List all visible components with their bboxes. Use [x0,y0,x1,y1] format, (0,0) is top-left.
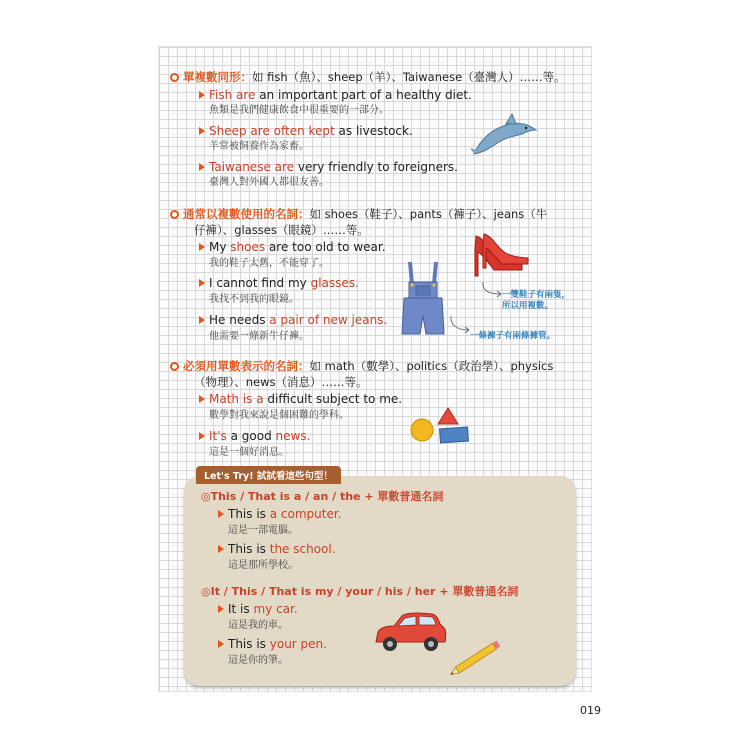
pattern-2-title: ◎It / This / That is my / your / his / her + 單數普通名詞 [201,585,519,598]
try-example-translation: 這是一部電腦。 [228,525,298,536]
section-2-heading: 通常以複數使用的名詞：如 shoes（鞋子）、pants（褲子）、jeans（牛 [170,206,547,222]
arrow-icon [218,605,224,613]
try-example-sentence: It is my car. [218,602,298,617]
pattern-1-title: ◎This / That is a / an / the + 單數普通名詞 [201,490,444,503]
section-2-heading-cont: 仔褲）、glasses（眼鏡）……等。 [194,223,369,237]
section-1-heading: 單複數同形：如 fish（魚）、sheep（羊）、Taiwanese（臺灣人）……等。 [170,69,566,85]
shoes-note: 所以用複數。 [502,301,554,311]
arrow-icon [199,91,205,99]
example-translation: 我的鞋子太舊，不能穿了。 [209,258,329,269]
example-translation: 數學對我來說是個困難的學科。 [209,410,349,421]
try-example-translation: 這是那所學校。 [228,560,298,571]
example-sentence: Sheep are often kept as livestock. [199,124,413,139]
pencil-icon [446,636,508,680]
section-bullet-icon [170,362,179,371]
example-translation: 魚類是我們健康飲食中很重要的一部分。 [209,105,389,116]
example-sentence: He needs a pair of new jeans. [199,313,387,328]
pants-note: 一條褲子有兩條褲管。 [470,331,556,341]
arrow-icon [199,395,205,403]
example-sentence: My shoes are too old to wear. [199,240,386,255]
section-bullet-icon [170,73,179,82]
overalls-icon [400,260,446,340]
section-3-heading-cont: （物理）、news（消息）……等。 [194,375,368,389]
try-example-sentence: This is your pen. [218,637,327,652]
arrow-icon [199,432,205,440]
arrow-icon [199,316,205,324]
arrow-icon [199,279,205,287]
try-example-sentence: This is a computer. [218,507,342,522]
example-sentence: Taiwanese are very friendly to foreigners. [199,160,458,175]
shoes-note: 一雙鞋子有兩隻， [502,290,571,300]
section-3-heading: 必須用單數表示的名詞：如 math（數學）、politics（政治學）、physics [170,358,553,374]
page-number: 019 [580,704,601,717]
try-example-translation: 這是我的車。 [228,620,288,631]
example-sentence: Fish are an important part of a healthy diet. [199,88,472,103]
example-sentence: I cannot find my glasses. [199,276,359,291]
lets-try-tab: Let's Try! 試試看這些句型！ [196,466,341,484]
section-bullet-icon [170,210,179,219]
arrow-icon [218,510,224,518]
example-translation: 我找不到我的眼鏡。 [209,294,299,305]
arrow-icon [199,127,205,135]
try-example-translation: 這是你的筆。 [228,655,288,666]
example-translation: 羊常被飼養作為家畜。 [209,141,309,152]
note-arrow-icon [448,316,470,334]
high-heels-icon [470,232,532,280]
car-icon [372,610,448,656]
example-translation: 這是一個好消息。 [209,447,289,458]
example-sentence: Math is a difficult subject to me. [199,392,402,407]
arrow-icon [199,243,205,251]
example-sentence: It's a good news. [199,429,310,444]
try-example-sentence: This is the school. [218,542,336,557]
shapes-icon [408,406,474,446]
arrow-icon [218,545,224,553]
arrow-icon [218,640,224,648]
note-arrow-icon [480,282,504,298]
example-translation: 他需要一條新牛仔褲。 [209,331,309,342]
arrow-icon [199,163,205,171]
example-translation: 臺灣人對外國人都很友善。 [209,177,329,188]
dolphin-icon [470,110,540,158]
